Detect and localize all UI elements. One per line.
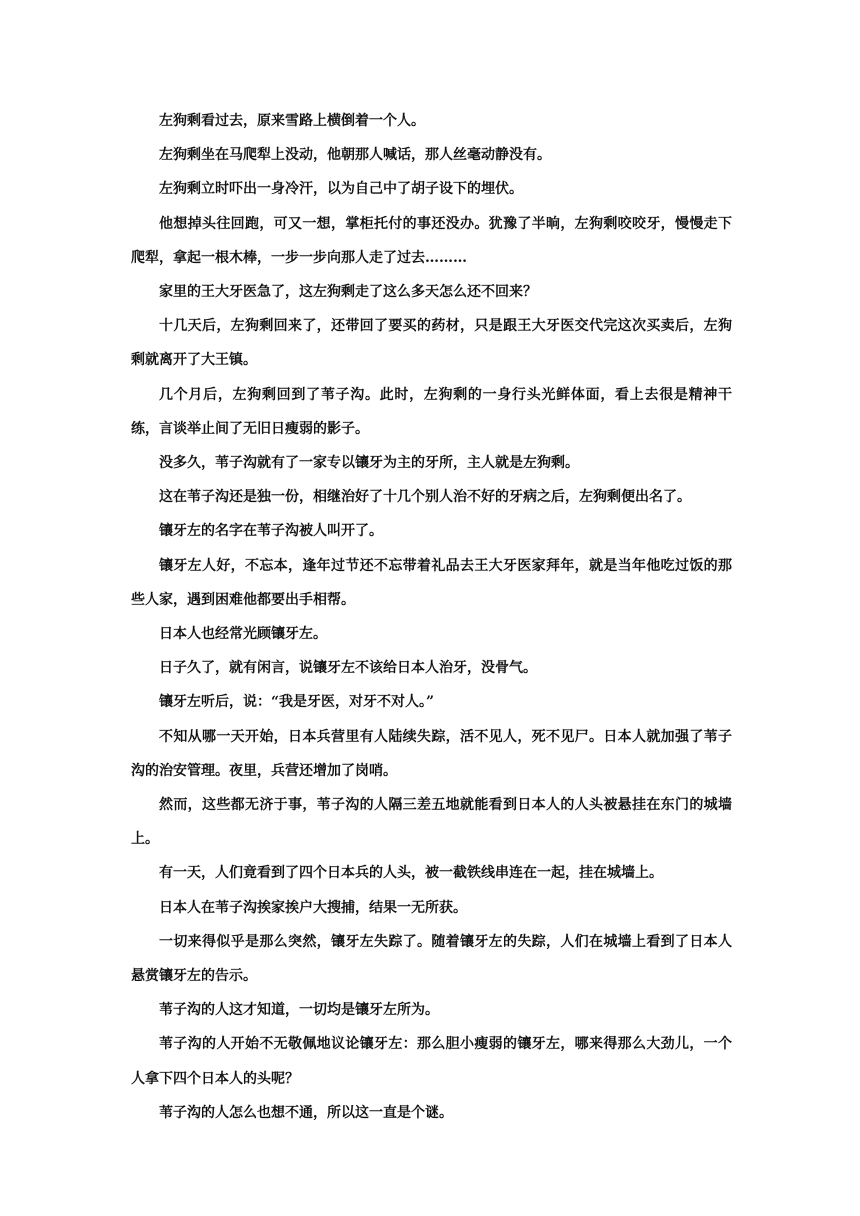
paragraph: 镶牙左人好，不忘本，逢年过节还不忘带着礼品去王大牙医家拜年，就是当年他吃过饭的那些人家，遇到困难他都要出手相帮。 [131,557,732,608]
paragraph: 日本人在苇子沟挨家挨户大搜捕，结果一无所获。 [159,899,467,916]
paragraph: 一切来得似乎是那么突然，镶牙左失踪了。随着镶牙左的失踪，人们在城墙上看到了日本人悬赏镶牙左的告示。 [131,933,732,985]
paragraph: 他想掉头往回跑，可又一想，掌柜托付的事还没办。犹豫了半晌，左狗剩咬咬牙，慢慢走下爬犁，拿起一根木棒，一步一步向那人走了过去……… [131,215,732,266]
paragraph: 不知从哪一天开始，日本兵营里有人陆续失踪，活不见人，死不见尸。日本人就加强了苇子沟的治安管理。夜里，兵营还增加了岗哨。 [131,728,732,779]
paragraph: 苇子沟的人开始不无敬佩地议论镶牙左：那么胆小瘦弱的镶牙左，哪来得那么大劲儿，一个人拿下四个日本人的头呢？ [131,1036,732,1087]
paragraph: 十几天后，左狗剩回来了，还带回了要买的药材，只是跟王大牙医交代完这次买卖后，左狗剩就离开了大王镇。 [131,318,732,369]
paragraph: 这在苇子沟还是独一份，相继治好了十几个别人治不好的牙病之后，左狗剩便出名了。 [159,489,691,506]
paragraph: 苇子沟的人这才知道，一切均是镶牙左所为。 [159,1002,439,1019]
paragraph: 左狗剩立时吓出一身冷汗，以为自己中了胡子设下的埋伏。 [159,181,523,198]
paragraph: 左狗剩看过去，原来雪路上横倒着一个人。 [159,113,425,129]
paragraph: 然而，这些都无济于事，苇子沟的人隔三差五地就能看到日本人的人头被悬挂在东门的城墙上。 [131,797,732,848]
paragraph: 有一天，人们竟看到了四个日本兵的人头，被一截铁线串连在一起，挂在城墙上。 [159,865,663,882]
paragraph: 镶牙左听后，说：“我是牙医，对牙不对人。” [159,694,435,711]
paragraph: 左狗剩坐在马爬犁上没动，他朝那人喊话，那人丝毫动静没有。 [159,147,551,164]
paragraph: 日本人也经常光顾镶牙左。 [159,626,327,643]
paragraph: 家里的王大牙医急了，这左狗剩走了这么多天怎么还不回来？ [159,284,537,301]
paragraph: 没多久，苇子沟就有了一家专以镶牙为主的牙所，主人就是左狗剩。 [159,455,579,472]
paragraph: 日子久了，就有闲言，说镶牙左不该给日本人治牙，没骨气。 [159,660,537,677]
paragraph: 苇子沟的人怎么也想不通，所以这一直是个谜。 [159,1104,453,1121]
document-page [131,104,732,1130]
paragraph: 几个月后，左狗剩回到了苇子沟。此时，左狗剩的一身行头光鲜体面，看上去很是精神干练，言谈举止间了无旧日瘦弱的影子。 [131,386,732,437]
paragraph: 镶牙左的名字在苇子沟被人叫开了。 [159,523,383,540]
